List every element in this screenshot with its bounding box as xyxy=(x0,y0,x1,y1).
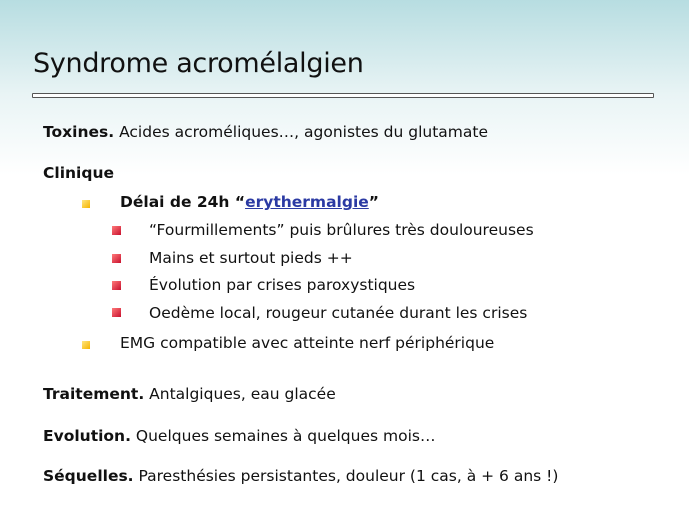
evolution-text: Quelques semaines à quelques mois… xyxy=(130,427,436,445)
clinique-heading: Clinique xyxy=(43,164,114,182)
delai-suffix: ” xyxy=(368,193,379,211)
symptom-item: “Fourmillements” puis brûlures très douloureuses xyxy=(149,221,534,239)
symptom-item: Oedème local, rougeur cutanée durant les crises xyxy=(149,304,528,322)
bullet-level2-icon xyxy=(112,254,121,263)
toxines-text: Acides acroméliques…, agonistes du glutamate xyxy=(114,123,489,141)
evolution-line xyxy=(43,427,435,445)
bullet-level1-icon xyxy=(82,200,90,208)
evolution-label: Evolution. xyxy=(43,427,131,445)
sequelles-text: Paresthésies persistantes, douleur (1 cas, à + 6 ans !) xyxy=(133,467,559,485)
page-title: Syndrome acromélalgien xyxy=(33,48,364,79)
sequelles-line xyxy=(43,467,558,485)
toxines-label: Toxines. xyxy=(43,123,115,141)
traitement-label: Traitement. xyxy=(43,385,145,403)
emg-line: EMG compatible avec atteinte nerf périphérique xyxy=(120,334,495,352)
symptom-item: Mains et surtout pieds ++ xyxy=(149,249,353,267)
sequelles-label: Séquelles. xyxy=(43,467,134,485)
delai-prefix: Délai de 24h “ xyxy=(120,193,246,211)
traitement-text: Antalgiques, eau glacée xyxy=(144,385,336,403)
toxines-line xyxy=(43,123,488,141)
erythermalgie-link[interactable]: erythermalgie xyxy=(245,193,369,211)
bullet-level2-icon xyxy=(112,226,121,235)
bullet-level1-icon xyxy=(82,341,90,349)
title-divider xyxy=(32,93,654,98)
traitement-line xyxy=(43,385,336,403)
bullet-level2-icon xyxy=(112,281,121,290)
symptom-item: Évolution par crises paroxystiques xyxy=(149,276,416,294)
bullet-level2-icon xyxy=(112,308,121,317)
delai-line xyxy=(120,193,379,211)
